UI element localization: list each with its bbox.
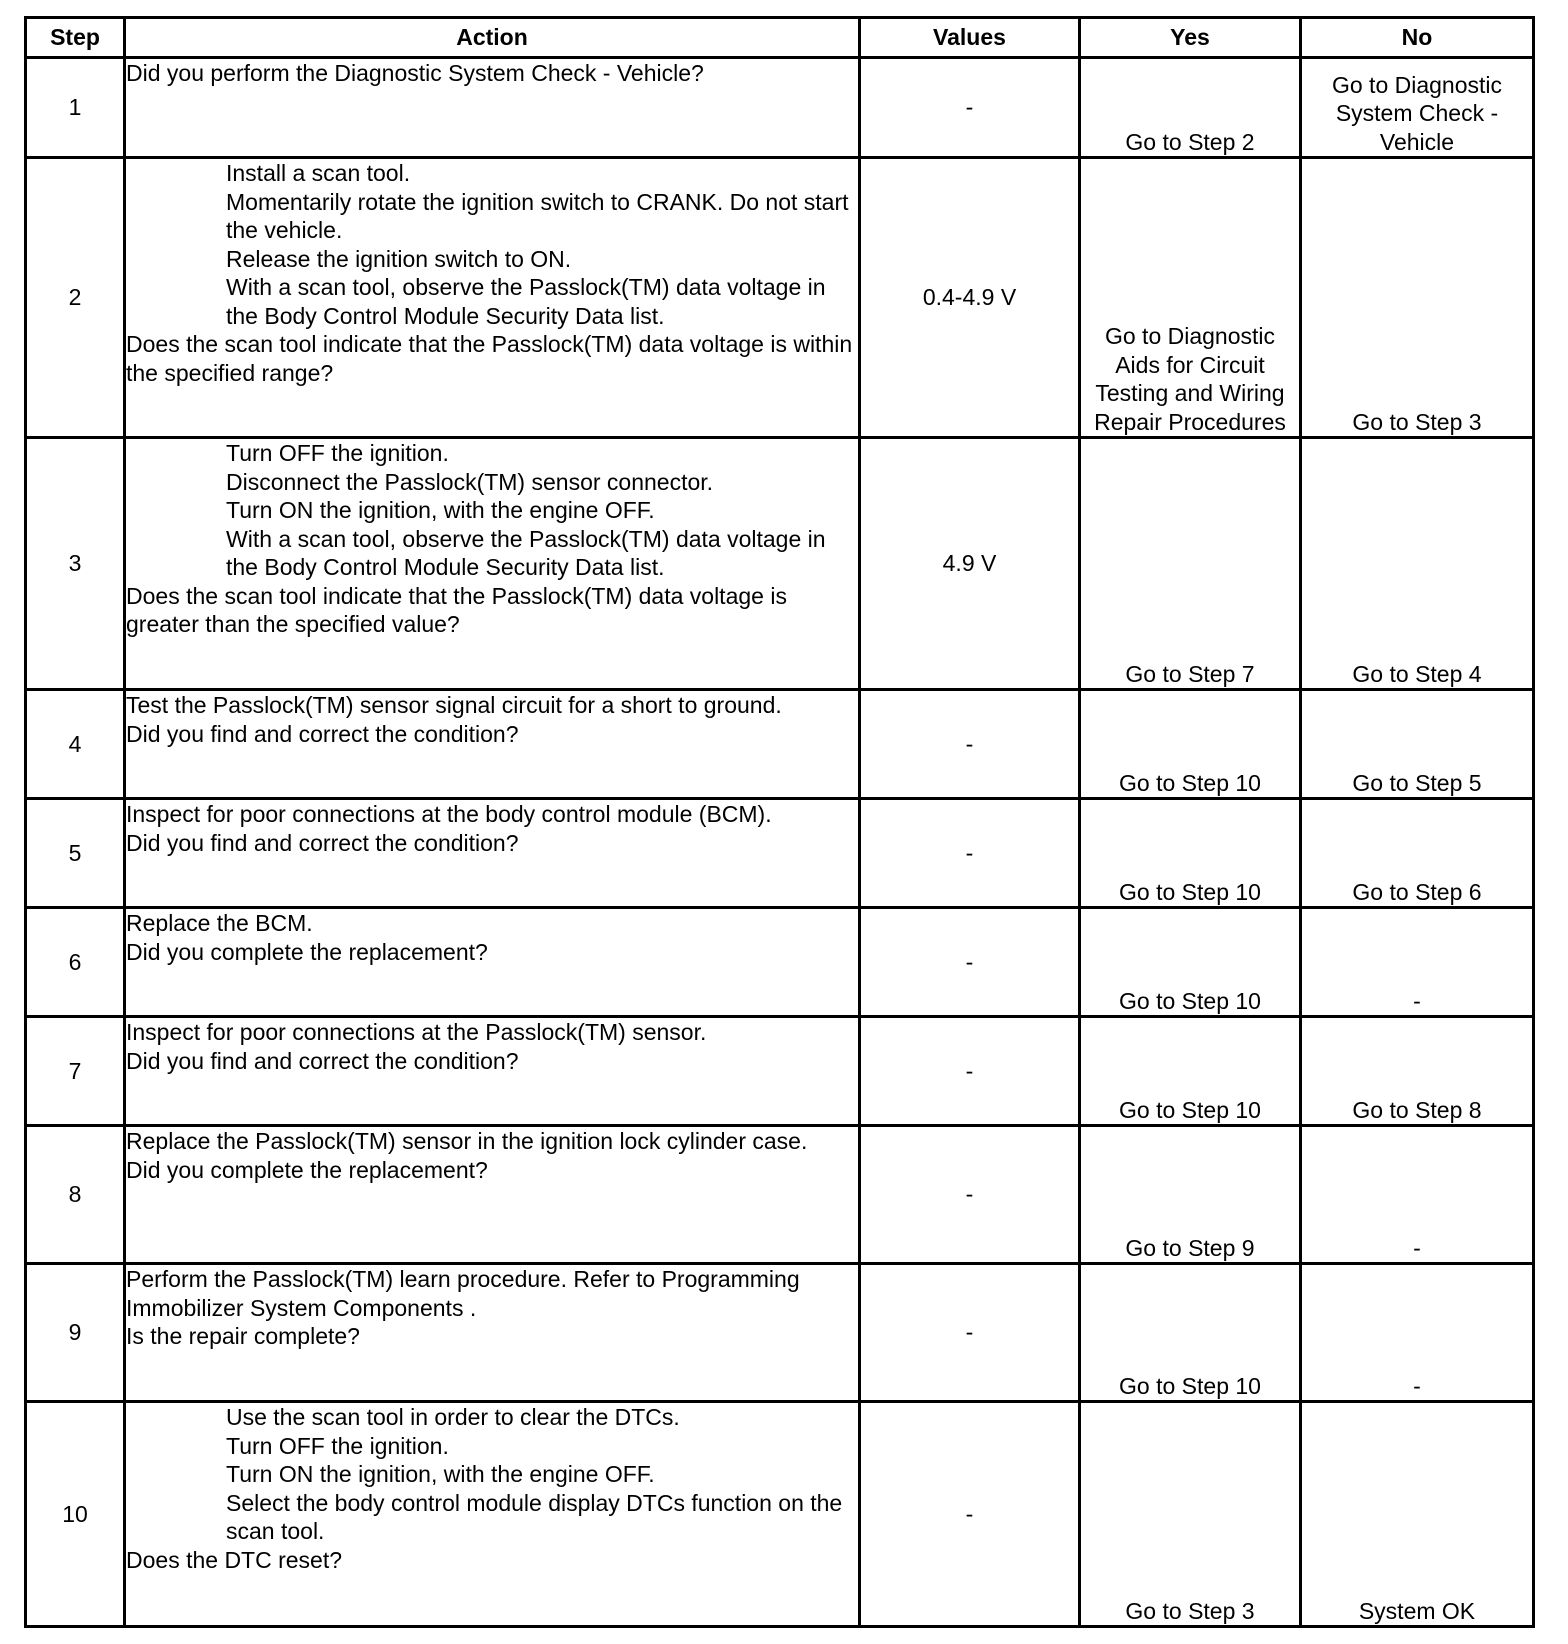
values-cell: 0.4-4.9 V	[860, 158, 1080, 438]
instruction-line: Momentarily rotate the ignition switch to CRANK. Do not start the vehicle.	[226, 188, 849, 243]
header-action: Action	[125, 18, 860, 58]
action-cell	[125, 799, 860, 908]
action-question: Does the scan tool indicate that the Passlock(TM) data voltage is within the specified range?	[126, 331, 853, 386]
action-cell	[125, 438, 860, 690]
table-row	[26, 1264, 1534, 1402]
table-row	[26, 1126, 1534, 1264]
no-cell: -	[1301, 1126, 1534, 1264]
instruction-list	[126, 439, 858, 582]
values-cell: -	[860, 1402, 1080, 1627]
action-cell	[125, 908, 860, 1017]
header-yes: Yes	[1080, 18, 1301, 58]
values-cell: -	[860, 799, 1080, 908]
yes-cell: Go to Diagnostic Aids for Circuit Testing and Wiring Repair Procedures	[1080, 158, 1301, 438]
instruction-line: Turn OFF the ignition.	[226, 1432, 449, 1459]
no-cell: System OK	[1301, 1402, 1534, 1627]
table-row	[26, 58, 1534, 158]
header-step: Step	[26, 18, 125, 58]
step-number: 2	[26, 158, 125, 438]
yes-cell: Go to Step 10	[1080, 690, 1301, 799]
no-cell: Go to Diagnostic System Check - Vehicle	[1301, 58, 1534, 158]
yes-cell: Go to Step 10	[1080, 799, 1301, 908]
action-cell	[125, 58, 860, 158]
action-question: Does the DTC reset?	[126, 1546, 343, 1573]
action-question: Did you find and correct the condition?	[126, 720, 519, 747]
instruction-line: Turn ON the ignition, with the engine OFF.	[226, 1461, 655, 1487]
action-intro: Did you perform the Diagnostic System Check - Vehicle?	[126, 60, 704, 86]
instruction-line: Disconnect the Passlock(TM) sensor connector.	[226, 468, 714, 495]
action-intro: Replace the Passlock(TM) sensor in the ignition lock cylinder case.	[126, 1128, 808, 1154]
table-row	[26, 1402, 1534, 1627]
yes-cell: Go to Step 10	[1080, 1017, 1301, 1126]
step-number: 3	[26, 438, 125, 690]
yes-cell: Go to Step 7	[1080, 438, 1301, 690]
step-number: 9	[26, 1264, 125, 1402]
action-question: Does the scan tool indicate that the Passlock(TM) data voltage is greater than the specified value?	[126, 582, 787, 637]
values-cell: -	[860, 58, 1080, 158]
action-intro: Test the Passlock(TM) sensor signal circuit for a short to ground.	[126, 692, 782, 718]
header-no: No	[1301, 18, 1534, 58]
instruction-line: Release the ignition switch to ON.	[226, 245, 572, 272]
step-number: 7	[26, 1017, 125, 1126]
instruction-line: With a scan tool, observe the Passlock(TM) data voltage in the Body Control Module Security Data list.	[226, 525, 826, 580]
table-row	[26, 158, 1534, 438]
instruction-line: Turn ON the ignition, with the engine OFF.	[226, 497, 655, 523]
diagnostic-table	[24, 16, 1535, 1628]
action-intro: Inspect for poor connections at the body control module (BCM).	[126, 801, 772, 827]
yes-cell: Go to Step 3	[1080, 1402, 1301, 1627]
table-row	[26, 908, 1534, 1017]
step-number: 10	[26, 1402, 125, 1627]
action-cell	[125, 1126, 860, 1264]
instruction-line: Use the scan tool in order to clear the DTCs.	[226, 1404, 680, 1430]
action-cell	[125, 158, 860, 438]
no-cell: -	[1301, 908, 1534, 1017]
step-number: 4	[26, 690, 125, 799]
header-row	[26, 18, 1534, 58]
table-row	[26, 438, 1534, 690]
instruction-line: Install a scan tool.	[226, 160, 411, 186]
no-cell: Go to Step 3	[1301, 158, 1534, 438]
yes-cell: Go to Step 10	[1080, 1264, 1301, 1402]
yes-cell: Go to Step 2	[1080, 58, 1301, 158]
values-cell: 4.9 V	[860, 438, 1080, 690]
values-cell: -	[860, 1126, 1080, 1264]
instruction-line: Select the body control module display DTCs function on the scan tool.	[226, 1489, 843, 1544]
table-row	[26, 690, 1534, 799]
instruction-line: With a scan tool, observe the Passlock(TM) data voltage in the Body Control Module Security Data list.	[226, 274, 826, 329]
table-header	[26, 18, 1534, 58]
action-question: Did you find and correct the condition?	[126, 829, 519, 856]
no-cell: Go to Step 6	[1301, 799, 1534, 908]
values-cell: -	[860, 690, 1080, 799]
step-number: 5	[26, 799, 125, 908]
action-cell	[125, 690, 860, 799]
no-cell: Go to Step 4	[1301, 438, 1534, 690]
table-row	[26, 1017, 1534, 1126]
yes-cell: Go to Step 10	[1080, 908, 1301, 1017]
step-number: 8	[26, 1126, 125, 1264]
table-row	[26, 799, 1534, 908]
step-number: 1	[26, 58, 125, 158]
action-intro: Inspect for poor connections at the Passlock(TM) sensor.	[126, 1019, 707, 1045]
step-number: 6	[26, 908, 125, 1017]
values-cell: -	[860, 1264, 1080, 1402]
no-cell: Go to Step 5	[1301, 690, 1534, 799]
action-question: Did you find and correct the condition?	[126, 1047, 519, 1074]
action-intro: Replace the BCM.	[126, 910, 313, 936]
instruction-line: Turn OFF the ignition.	[226, 440, 449, 466]
action-question: Did you complete the replacement?	[126, 1156, 488, 1183]
values-cell: -	[860, 908, 1080, 1017]
no-cell: Go to Step 8	[1301, 1017, 1534, 1126]
table-body	[26, 58, 1534, 1627]
instruction-list	[126, 1403, 858, 1546]
action-intro: Perform the Passlock(TM) learn procedure. Refer to Programming Immobilizer System Components .	[126, 1266, 800, 1321]
instruction-list	[126, 159, 858, 330]
action-question: Is the repair complete?	[126, 1323, 360, 1349]
action-question: Did you complete the replacement?	[126, 938, 488, 965]
header-values: Values	[860, 18, 1080, 58]
values-cell: -	[860, 1017, 1080, 1126]
action-cell	[125, 1017, 860, 1126]
yes-cell: Go to Step 9	[1080, 1126, 1301, 1264]
action-cell	[125, 1402, 860, 1627]
action-cell	[125, 1264, 860, 1402]
no-cell: -	[1301, 1264, 1534, 1402]
